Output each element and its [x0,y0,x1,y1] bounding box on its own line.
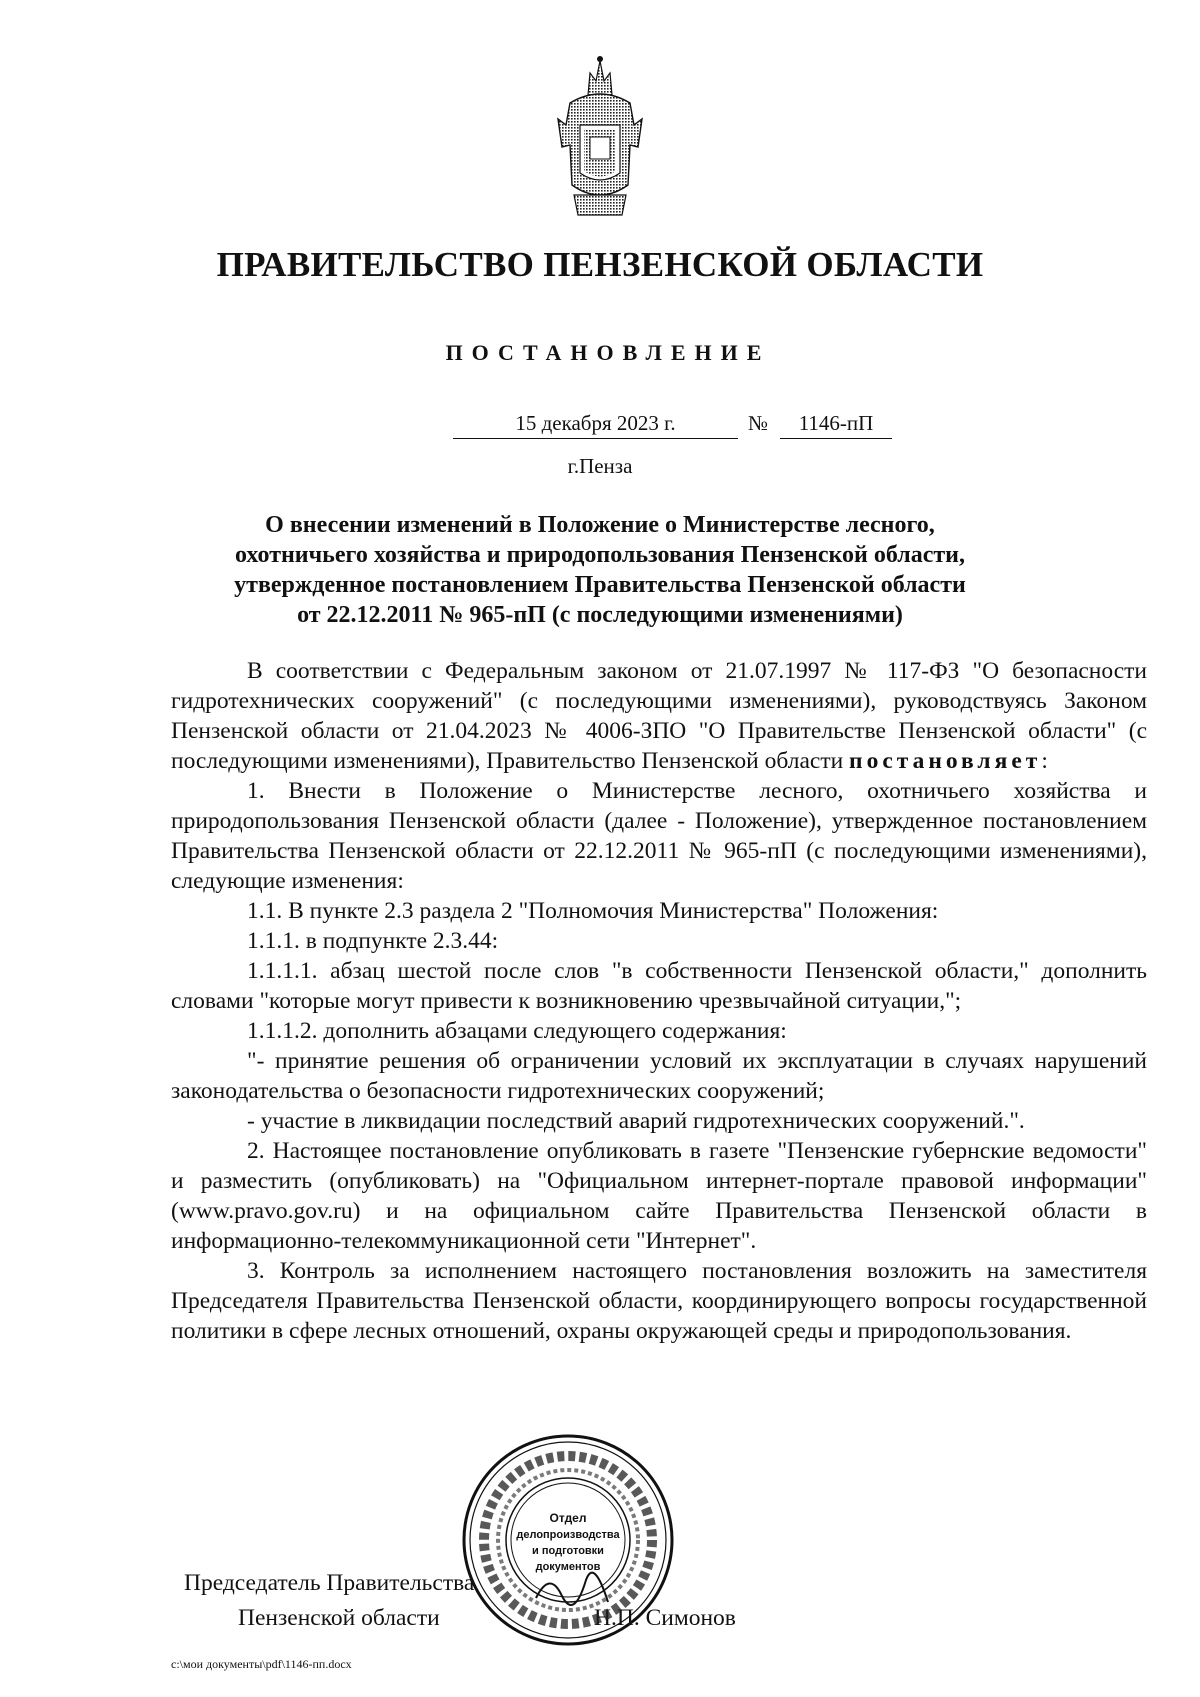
official-seal-stamp [458,1430,678,1650]
signature-position-line2: Пензенской области [238,1605,440,1631]
subject-line: О внесении изменений в Положение о Министерстве лесного, [265,512,935,538]
paragraph-1-1-1-2: 1.1.1.2. дополнить абзацами следующего содержания: [247,1018,787,1044]
document-number: 1146-пП [780,411,892,439]
document-body [171,656,1147,1346]
paragraph-1: 1. Внести в Положение о Министерстве лесного, охотничьего хозяйства и природопользования Пензенской области (далее - Положение), утвержденное постановлением Правительства Пензенской области от 22.12.2011 № 965-пП (с последующими изменениями), следующие изменения: [171,778,1147,894]
city: г.Пенза [567,454,633,478]
coat-of-arms-emblem [550,55,650,220]
subject-line: от 22.12.2011 № 965-пП (с последующими изменениями) [297,602,903,628]
seal-text-line: делопроизводства [516,1529,620,1541]
subject-line: утвержденное постановлением Правительства Пензенской области [234,572,966,598]
seal-text-line: Отдел [549,1511,587,1525]
resolves-word: постановляет [849,748,1042,774]
seal-text-line: документов [535,1561,601,1573]
paragraph-1-1-1-1: 1.1.1.1. абзац шестой после слов "в собственности Пензенской области," дополнить словами "которые могут привести к возникновению чрезвычайной ситуации,"; [171,958,1147,1014]
seal-text-line: и подготовки [532,1545,604,1557]
paragraph-1-1: 1.1. В пункте 2.3 раздела 2 "Полномочия Министерства" Положения: [247,898,939,924]
preamble-colon: : [1041,748,1048,774]
paragraph-1-1-1: 1.1.1. в подпункте 2.3.44: [247,928,499,954]
preamble-paragraph [171,656,1147,776]
preamble-text: В соответствии с Федеральным законом от 21.07.1997 № 117-ФЗ "О безопасности гидротехнических сооружений" (с последующими изменениями), руководствуясь Законом Пензенской области от 21.04.2023 № 4006-ЗПО "О Правительстве Пензенской области" (с последующими изменениями), Правительство Пензенской области [171,658,1147,774]
signature-position-line1: Председатель Правительства [184,1570,475,1596]
document-type: ПОСТАНОВЛЕНИЕ [445,340,771,365]
paragraph-3: 3. Контроль за исполнением настоящего постановления возложить на заместителя Председателя Правительства Пензенской области, координирующего вопросы государственной политики в сфере лесных отношений, охраны окружающей среды и природопользования. [171,1258,1147,1344]
government-title: ПРАВИТЕЛЬСТВО ПЕНЗЕНСКОЙ ОБЛАСТИ [216,245,984,284]
number-sign: № [748,411,769,435]
document-subject [120,510,1080,630]
document-date: 15 декабря 2023 г. [453,411,738,439]
paragraph-2: 2. Настоящее постановление опубликовать в газете "Пензенские губернские ведомости" и разместить (опубликовать) на "Официальном интернет-портале правовой информации" (www.pravo.gov.ru) и на официальном сайте Правительства Пензенской области в информационно-телекоммуникационной сети "Интернет". [171,1138,1147,1254]
subject-line: охотничьего хозяйства и природопользования Пензенской области, [235,542,965,568]
signatory-name: Н.П. Симонов [594,1605,736,1631]
quoted-item-2: - участие в ликвидации последствий аварий гидротехнических сооружений.". [247,1108,1025,1134]
file-path: c:\мои документы\pdf\1146-пп.docx [171,1657,352,1671]
quoted-item-1: "- принятие решения об ограничении условий их эксплуатации в случаях нарушений законодательства о безопасности гидротехнических сооружений; [171,1048,1147,1104]
